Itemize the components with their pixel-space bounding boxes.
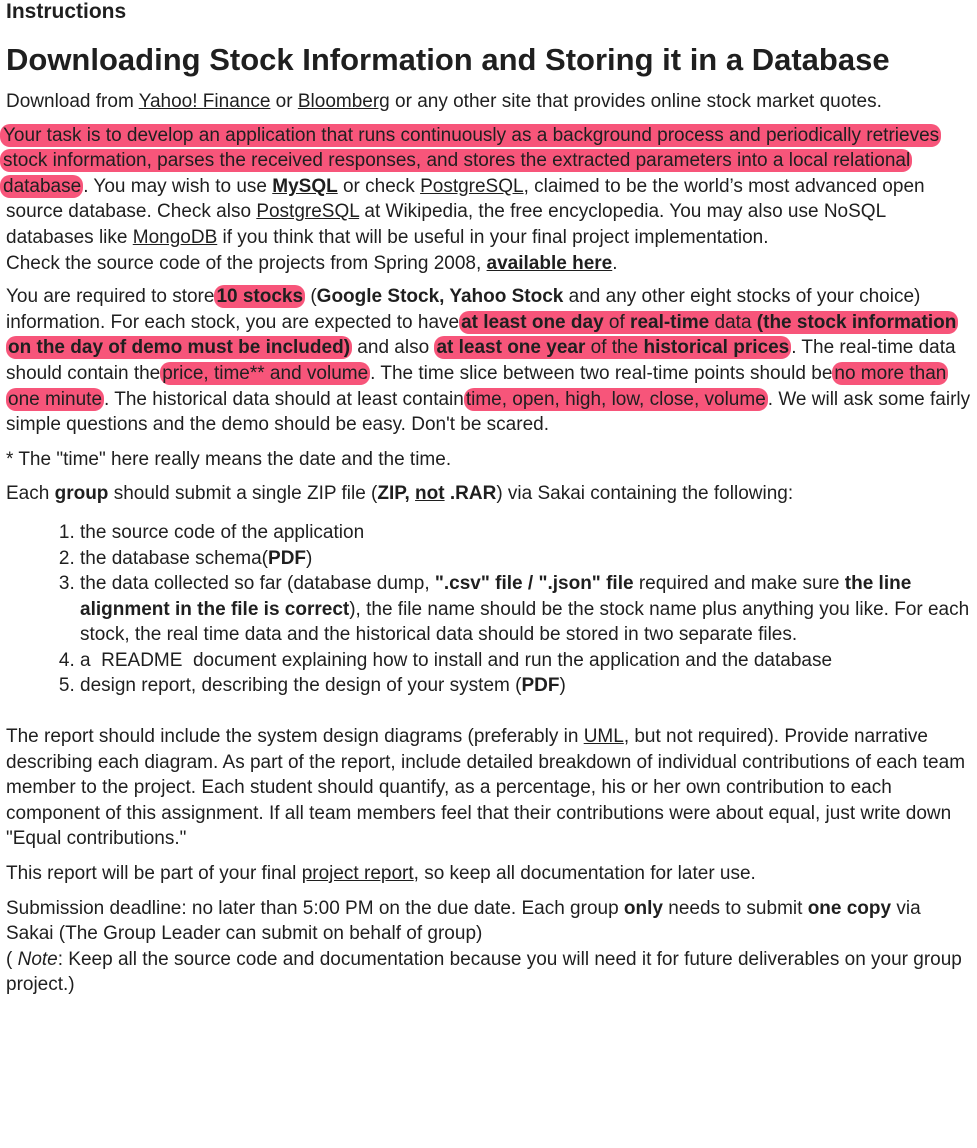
text: or any other site that provides online stock market quotes. [389, 91, 882, 112]
list-item [80, 571, 971, 648]
text: ".csv" file / ".json" file [434, 573, 634, 595]
text: one copy [807, 897, 892, 919]
text: This report will be part of your final [6, 863, 302, 885]
text: at least one day [461, 311, 604, 333]
text: if you think that will be useful in your final project implementation. [217, 226, 769, 248]
text: the line alignment in the file is correct [80, 573, 912, 620]
text: PDF [521, 675, 560, 697]
mysql-link[interactable] [272, 176, 337, 197]
text: Download from [6, 91, 139, 112]
task-paragraph [3, 123, 971, 277]
text: and also [352, 337, 435, 359]
text: Submission deadline: no later than 5:00 PM on the due date. Each group [6, 897, 624, 919]
text: or check [337, 175, 421, 197]
ten-stocks-highlight [214, 285, 305, 308]
text: ) via Sakai containing the following: [496, 483, 794, 505]
available-here-link[interactable] [487, 253, 613, 274]
mysql-label: MySQL [272, 175, 338, 197]
text: PDF [268, 547, 307, 569]
text: . The historical data should at least contain [104, 388, 464, 410]
text: ), the file name should be the stock name plus anything you like. For each stock, the real time data and the historical data should be stored in two separate files. [80, 598, 970, 646]
text: real-time [630, 311, 710, 333]
page-title: Downloading Stock Information and Storing it in a Database [6, 42, 890, 77]
list-item [80, 520, 971, 546]
postgresql-wiki-link[interactable]: PostgreSQL [256, 201, 360, 223]
ohlcv-highlight: time, open, high, low, close, volume [465, 388, 766, 410]
text: should submit a single ZIP file ( [108, 483, 378, 505]
text: and any other eight stocks of your choice) information. For each stock, you are expected to have [6, 286, 921, 333]
deliverables-list [6, 520, 971, 699]
text: a README document explaining how to install and run the application and the database [80, 649, 833, 671]
text: : Keep all the source code and documentation because you will need it for future deliverables on your group project.) [6, 948, 962, 996]
list-item [80, 648, 971, 674]
yahoo-finance-link[interactable]: Yahoo! Finance [138, 91, 271, 112]
text: only [623, 897, 663, 919]
bloomberg-link[interactable]: Bloomberg [297, 91, 390, 112]
text: at Wikipedia, the free encyclopedia. You may also use NoSQL databases like [6, 201, 886, 248]
final-report-paragraph [6, 861, 971, 887]
price-time-volume-highlight: price, time** and volume [162, 362, 369, 384]
requirements-paragraph [6, 284, 971, 438]
text: the source code of the application [80, 521, 365, 543]
text: Check the source code of the projects from Spring 2008, [6, 252, 487, 274]
text: via Sakai (The Group Leader can submit on behalf of group) [6, 897, 921, 945]
uml-link[interactable]: UML [583, 726, 624, 748]
text: ( [305, 286, 317, 308]
text: . [612, 252, 618, 274]
text: design report, describing the design of your system ( [80, 675, 522, 697]
text: ( [6, 948, 18, 970]
text: , but not required). Provide narrative describing each diagram. As part of the report, include detailed breakdown of individual contributions of each team member to the project. Each student should quantify, as a percentage, his or her own contribution to each component of this assignment. If all team members feel that their contributions were about equal, just write down "Equal contributions." [6, 726, 966, 850]
text: Google Stock, Yahoo Stock [316, 286, 564, 308]
historical-highlight [434, 336, 791, 359]
task-highlight: Your task is to develop an application that runs continuously as a background process and periodically retrieves stock information, parses the received responses, and stores the extracted parameters into a local relational database [0, 124, 941, 198]
text: historical prices [643, 337, 790, 359]
text: at least one year [436, 337, 586, 359]
not-link[interactable] [415, 483, 445, 504]
text: 10 stocks [216, 286, 304, 308]
text: , so keep all documentation for later use. [413, 863, 756, 885]
submission-paragraph [6, 481, 971, 507]
text: ZIP, [377, 483, 416, 505]
text: Each [6, 483, 55, 505]
one-minute-highlight: no more than one minute [8, 362, 947, 410]
text: .RAR [444, 483, 497, 505]
report-paragraph [6, 724, 971, 852]
text: The report should include the system design diagrams (preferably in [6, 726, 584, 748]
text: needs to submit [662, 897, 808, 919]
list-item [80, 673, 971, 699]
text: or [270, 91, 298, 112]
text: . The time slice between two real-time points should be [370, 362, 833, 384]
text: . The real-time data should contain the [6, 337, 956, 384]
text: . You may wish to use [83, 175, 273, 197]
postgresql-link[interactable]: PostgreSQL [420, 175, 524, 197]
download-paragraph [6, 89, 971, 115]
text: Note [17, 948, 58, 970]
text: You are required to store [6, 286, 215, 308]
text: required and make sure [633, 573, 845, 595]
available-here-label: available here [486, 252, 613, 274]
project-report-link[interactable]: project report [301, 863, 414, 885]
text: of [603, 311, 631, 333]
text: ) [306, 547, 313, 569]
not-label: not [415, 483, 445, 505]
deadline-paragraph [6, 896, 971, 998]
section-kicker: Instructions [6, 0, 127, 23]
text: the database schema( [80, 547, 269, 569]
time-note: * The "time" here really means the date and the time. [6, 448, 452, 470]
text: (the stock information on the day of demo must be included) [8, 311, 957, 359]
text: , claimed to be the world’s most advanced open source database. Check also [6, 175, 925, 223]
text: the data collected so far (database dump, [80, 573, 435, 595]
text: . We will ask some fairly simple questions and the demo should be easy. Don't be scared. [6, 388, 971, 436]
text: data [709, 311, 757, 333]
mongodb-link[interactable]: MongoDB [132, 226, 218, 248]
text: of the [585, 337, 644, 359]
text: ) [559, 675, 566, 697]
text: group [54, 483, 109, 505]
list-item [80, 546, 971, 572]
